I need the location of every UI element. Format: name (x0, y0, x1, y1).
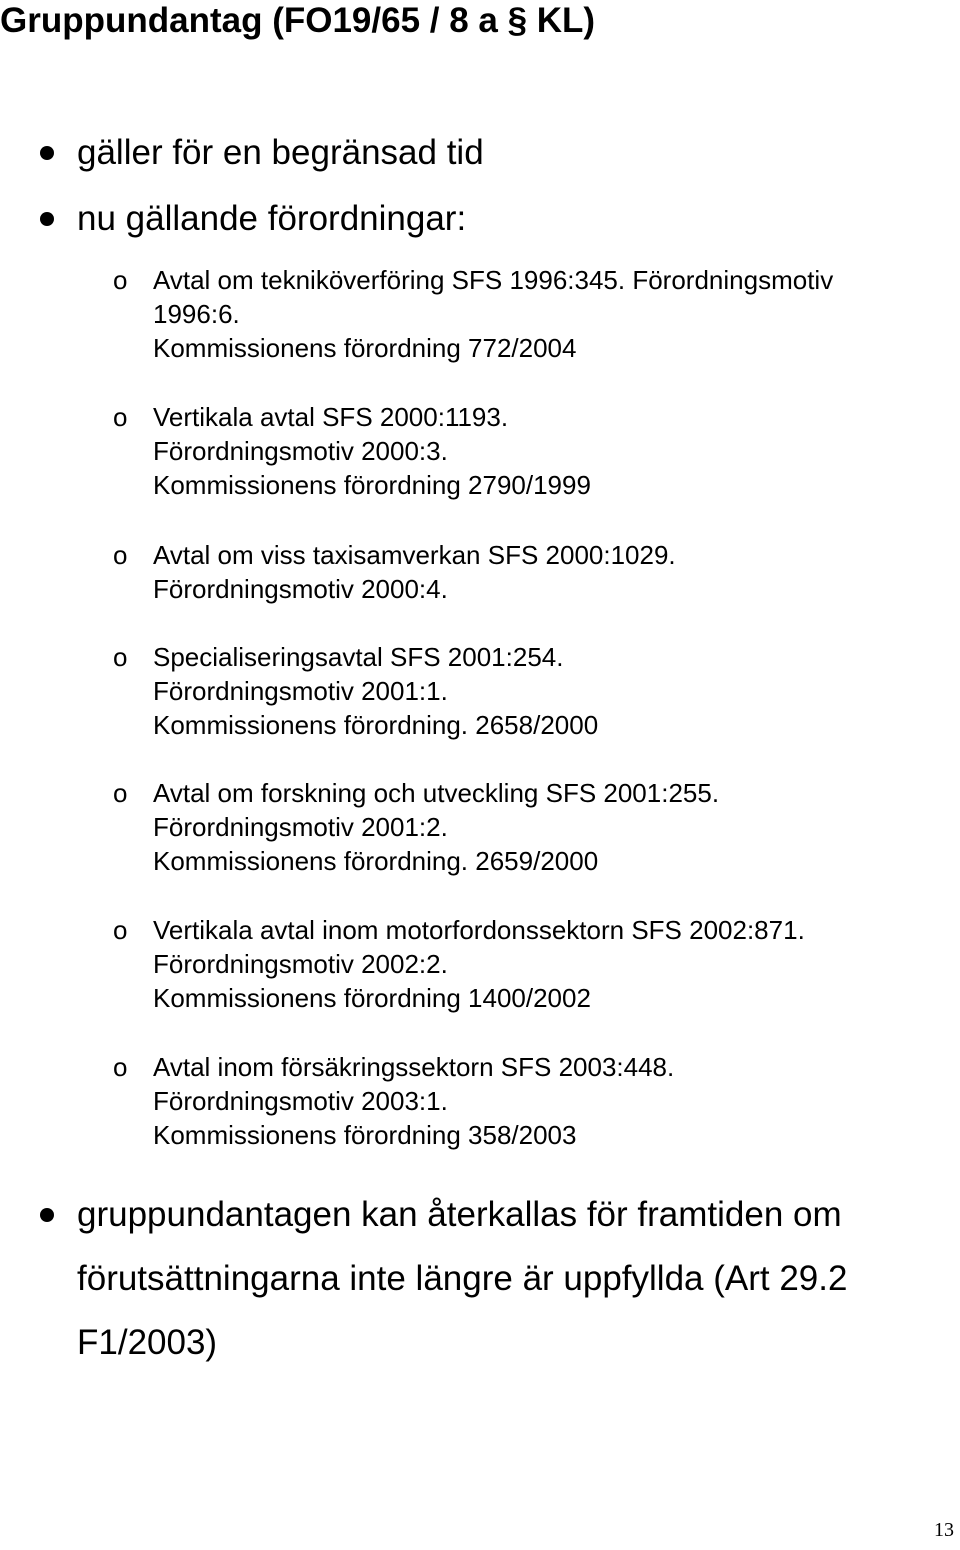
circle-bullet-icon: o (113, 915, 128, 945)
circle-bullet-icon: o (113, 778, 128, 808)
sub-item-line: Specialiseringsavtal SFS 2001:254. (153, 642, 564, 672)
sub-item-line: Avtal inom försäkringssektorn SFS 2003:448. (153, 1052, 675, 1082)
circle-bullet-icon: o (113, 1052, 128, 1082)
sub-item-text (153, 640, 598, 742)
circle-bullet-icon: o (113, 642, 128, 672)
sub-item-line: Förordningsmotiv 2000:3. (153, 436, 448, 466)
sub-item-line: Avtal om tekniköverföring SFS 1996:345. Förordningsmotiv (153, 265, 834, 295)
sub-item-line: Kommissionens förordning 772/2004 (153, 333, 577, 363)
circle-bullet-icon: o (113, 540, 128, 570)
sub-item-line: Kommissionens förordning. 2659/2000 (153, 846, 599, 876)
sub-item-text (153, 263, 833, 365)
sub-item-line: Kommissionens förordning 358/2003 (153, 1120, 577, 1150)
sub-item-text (153, 1050, 674, 1152)
circle-bullet-icon: o (113, 265, 128, 295)
bullet-dot-icon (40, 146, 54, 160)
page-number: 13 (934, 1519, 954, 1541)
bullet-text-line: gruppundantagen kan återkallas för framtiden om (77, 1195, 842, 1234)
sub-item-text (153, 776, 719, 878)
sub-item-line: Kommissionens förordning. 2658/2000 (153, 710, 599, 740)
sub-item-line: 1996:6. (153, 299, 240, 329)
sub-item-line: Vertikala avtal inom motorfordonssektorn SFS 2002:871. (153, 915, 805, 945)
sub-item-text (153, 538, 676, 606)
sub-item-line: Vertikala avtal SFS 2000:1193. (153, 402, 509, 432)
sub-item-line: Avtal om viss taxisamverkan SFS 2000:1029. (153, 540, 676, 570)
sub-item-line: Förordningsmotiv 2000:4. (153, 574, 448, 604)
sub-item-line: Förordningsmotiv 2001:2. (153, 812, 448, 842)
bullet-text: gäller för en begränsad tid (77, 133, 484, 172)
bullet-text: nu gällande förordningar: (77, 199, 467, 238)
sub-item-line: Kommissionens förordning 2790/1999 (153, 470, 591, 500)
bullet-text-line: F1/2003) (77, 1323, 218, 1362)
sub-item-text (153, 913, 805, 1015)
bullet-text-line: förutsättningarna inte längre är uppfyllda (Art 29.2 (77, 1259, 848, 1298)
sub-item-line: Förordningsmotiv 2001:1. (153, 676, 448, 706)
bullet-dot-icon (40, 1208, 54, 1222)
sub-item-line: Förordningsmotiv 2003:1. (153, 1086, 448, 1116)
sub-item-text (153, 400, 591, 502)
sub-item-line: Kommissionens förordning 1400/2002 (153, 983, 591, 1013)
bullet-dot-icon (40, 212, 54, 226)
circle-bullet-icon: o (113, 402, 128, 432)
page-title: Gruppundantag (FO19/65 / 8 a § KL) (0, 1, 596, 40)
sub-item-line: Avtal om forskning och utveckling SFS 2001:255. (153, 778, 720, 808)
sub-item-line: Förordningsmotiv 2002:2. (153, 949, 448, 979)
